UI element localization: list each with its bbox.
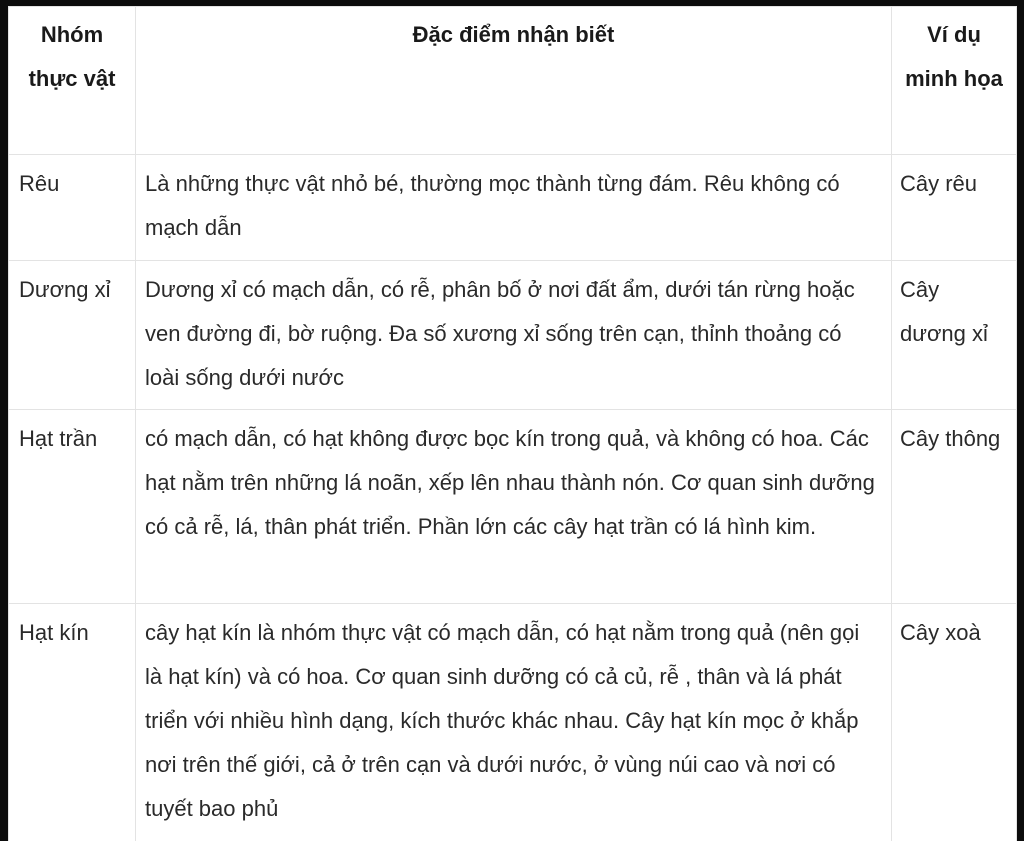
cell-features: Là những thực vật nhỏ bé, thường mọc thành từng đám. Rêu không có mạch dẫn <box>136 155 892 261</box>
table-row <box>9 155 1017 261</box>
table-row <box>9 261 1017 410</box>
cell-group: Dương xỉ <box>9 261 136 410</box>
cell-group: Rêu <box>9 155 136 261</box>
header-plant-group: Nhóm thực vật <box>9 7 136 155</box>
table-header-row <box>9 7 1017 155</box>
cell-example: Cây xoà <box>892 604 1017 841</box>
cell-group: Hạt kín <box>9 604 136 841</box>
header-example: Ví dụ minh họa <box>892 7 1017 155</box>
plant-groups-table <box>8 6 1017 841</box>
table-row <box>9 410 1017 604</box>
screen-frame-right <box>1016 0 1024 841</box>
cell-features: có mạch dẫn, có hạt không được bọc kín trong quả, và không có hoa. Các hạt nằm trên những lá noãn, xếp lên nhau thành nón. Cơ quan sinh dưỡng có cả rễ, lá, thân phát triển. Phần lớn các cây hạt trần có lá hình kim. <box>136 410 892 604</box>
header-features: Đặc điểm nhận biết <box>136 7 892 155</box>
cell-example: Cây rêu <box>892 155 1017 261</box>
cell-features: cây hạt kín là nhóm thực vật có mạch dẫn, có hạt nằm trong quả (nên gọi là hạt kín) và có hoa. Cơ quan sinh dưỡng có cả củ, rễ , thân và lá phát triển với nhiều hình dạng, kích thước khác nhau. Cây hạt kín mọc ở khắp nơi trên thế giới, cả ở trên cạn và dưới nước, ở vùng núi cao và nơi có tuyết bao phủ <box>136 604 892 841</box>
cell-group: Hạt trần <box>9 410 136 604</box>
cell-features: Dương xỉ có mạch dẫn, có rễ, phân bố ở nơi đất ẩm, dưới tán rừng hoặc ven đường đi, bờ ruộng. Đa số xương xỉ sống trên cạn, thỉnh thoảng có loài sống dưới nước <box>136 261 892 410</box>
table-row <box>9 604 1017 841</box>
screen-frame-left <box>0 0 8 841</box>
cell-example: Cây thông <box>892 410 1017 604</box>
cell-example: Cây dương xỉ <box>892 261 1017 410</box>
